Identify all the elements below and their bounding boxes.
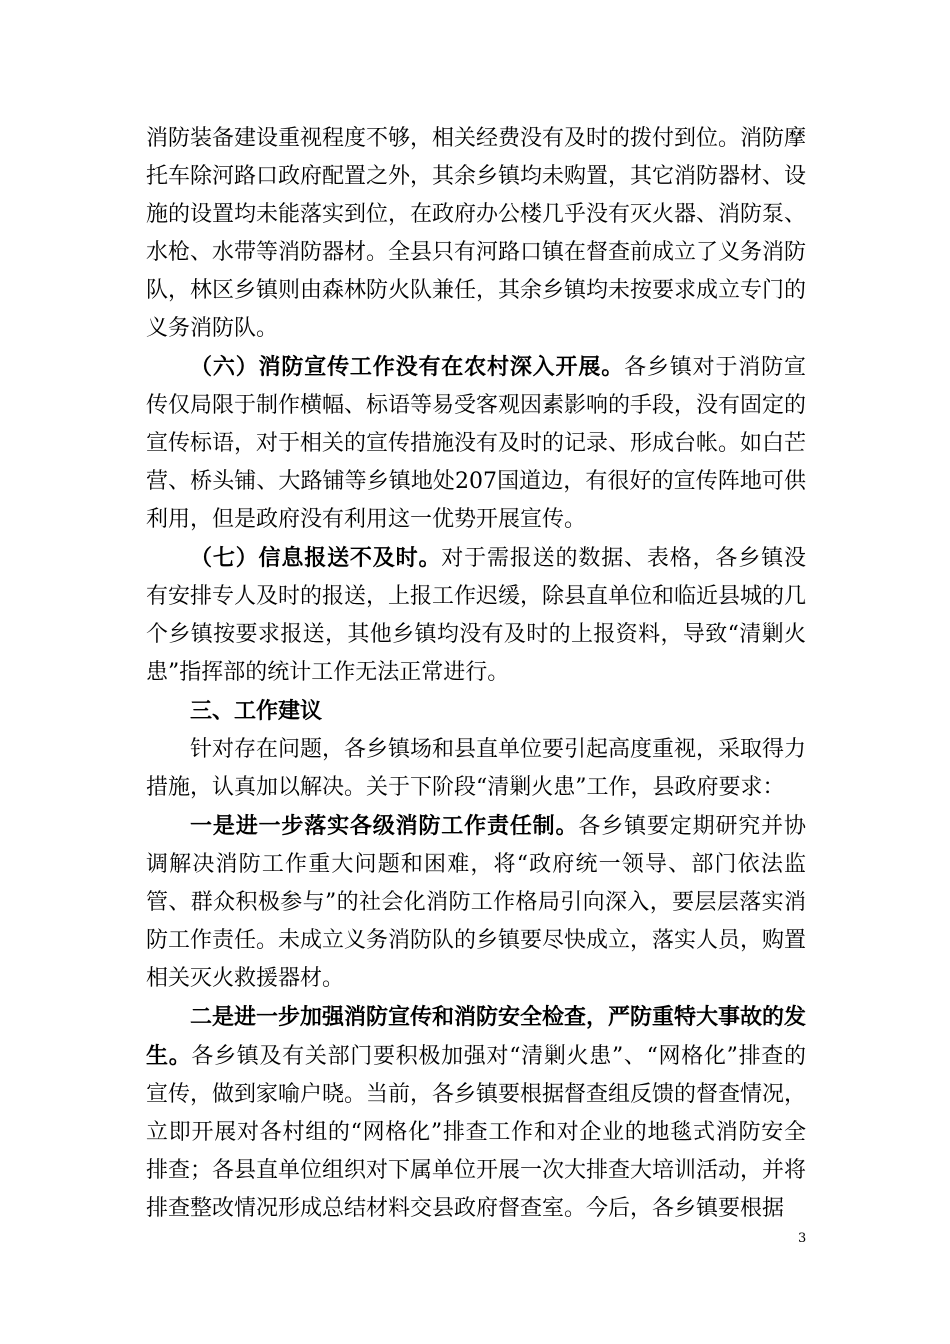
paragraph-reporting: [146, 539, 806, 692]
section-heading-suggestions: [146, 692, 806, 731]
paragraph-heading: （七）信息报送不及时。: [190, 545, 442, 571]
paragraph-text: 对于需报送的数据、表格，各乡镇没有安排专人及时的报送，上报工作迟缓，除县直单位和临近县城的几个乡镇按要求报送，其他乡镇均没有及时的上报资料，导致“清剿火患”指挥部的统计工作无法正常进行。: [146, 546, 807, 685]
paragraph-intro: [146, 731, 806, 807]
paragraph-heading: 一是进一步落实各级消防工作责任制。: [190, 813, 579, 839]
page-number: 3: [798, 1231, 807, 1246]
paragraph-heading: 二是进一步加强消防宣传和消防安全检查，严防重特大事故的发生。: [146, 1004, 807, 1069]
paragraph-responsibility: [146, 807, 806, 998]
paragraph-text: 各乡镇及有关部门要积极加强对“清剿火患”、“网格化”排查的宣传，做到家喻户晓。当前，各乡镇要根据督查组反馈的督查情况，立即开展对各村组的“网格化”排查工作和对企业的地毯式消防安全排查；各县直单位组织对下属单位开展一次大排查大培训活动，并将排查整改情况形成总结材料交县政府督查室。今后，各乡镇要根据: [146, 1044, 807, 1221]
document-body: [146, 120, 806, 1228]
paragraph-inspection: [146, 998, 806, 1228]
paragraph-text: 针对存在问题，各乡镇场和县直单位要引起高度重视，采取得力措施，认真加以解决。关于下阶段“清剿火患”工作，县政府要求：: [146, 737, 807, 800]
paragraph-text: 各乡镇要定期研究并协调解决消防工作重大问题和困难，将“政府统一领导、部门依法监管、群众积极参与”的社会化消防工作格局引向深入，要层层落实消防工作责任。未成立义务消防队的乡镇要尽快成立，落实人员，购置相关灭火救援器材。: [146, 814, 807, 991]
section-title: 三、工作建议: [190, 698, 323, 724]
paragraph-publicity: [146, 348, 806, 539]
paragraph-text: 各乡镇对于消防宣传仅局限于制作横幅、标语等易受客观因素影响的手段，没有固定的宣传标语，对于相关的宣传措施没有及时的记录、形成台帐。如白芒营、桥头铺、大路铺等乡镇地处207国道边，有很好的宣传阵地可供利用，但是政府没有利用这一优势开展宣传。: [146, 355, 807, 532]
paragraph-heading: （六）消防宣传工作没有在农村深入开展。: [190, 354, 625, 380]
paragraph-text: 消防装备建设重视程度不够，相关经费没有及时的拨付到位。消防摩托车除河路口政府配置之外，其余乡镇均未购置，其它消防器材、设施的设置均未能落实到位，在政府办公楼几乎没有灭火器、消防泵、水枪、水带等消防器材。全县只有河路口镇在督查前成立了义务消防队，林区乡镇则由森林防火队兼任，其余乡镇均未按要求成立专门的义务消防队。: [146, 126, 807, 341]
paragraph-equipment: [146, 120, 806, 348]
